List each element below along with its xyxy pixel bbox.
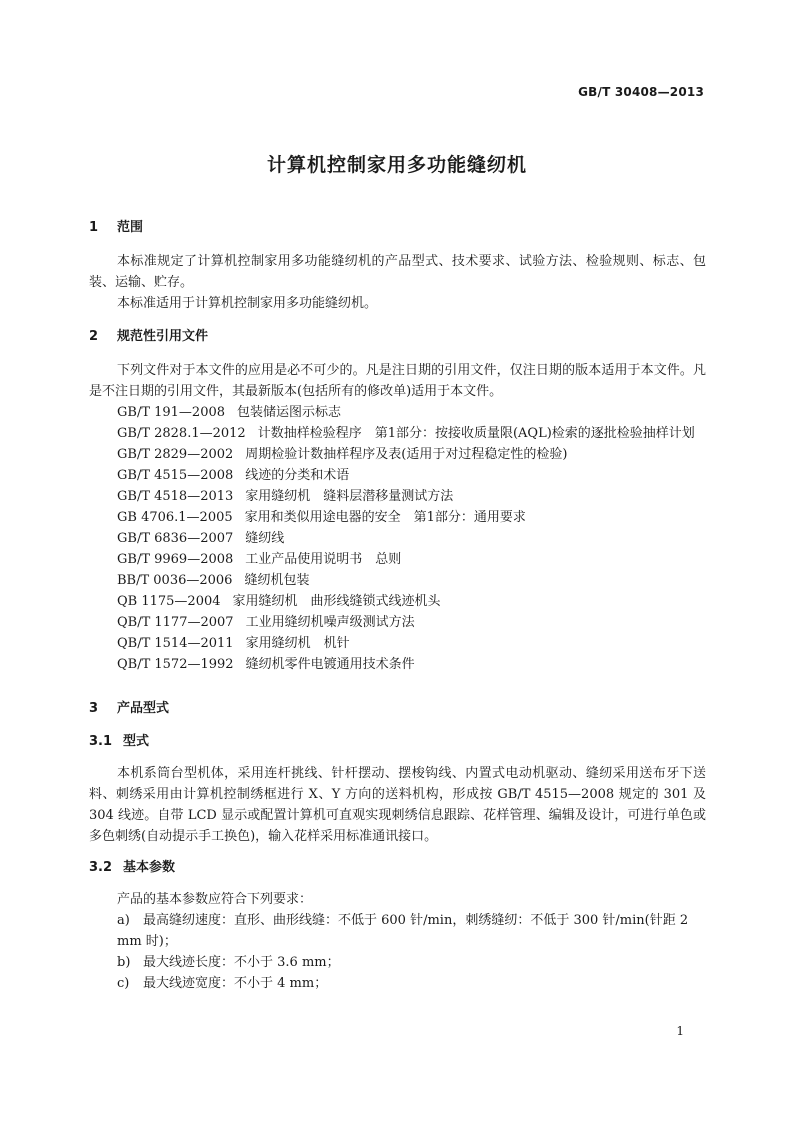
- reference-name: 工业产品使用说明书 总则: [245, 552, 402, 567]
- reference-item: [89, 486, 706, 507]
- paragraph: 本标准规定了计算机控制家用多功能缝纫机的产品型式、技术要求、试验方法、检验规则、标志、包装、运输、贮存。: [89, 254, 706, 290]
- subsection-number: 3.1: [89, 734, 113, 749]
- reference-name: 缝纫机零件电镀通用技术条件: [245, 657, 415, 672]
- reference-code: GB 4706.1—2005: [117, 510, 233, 525]
- reference-name: 周期检验计数抽样程序及表(适用于对过程稳定性的检验): [245, 447, 568, 462]
- list-item: [89, 952, 706, 973]
- reference-code: GB/T 9969—2008: [117, 552, 234, 567]
- list-marker: b): [117, 955, 131, 970]
- reference-item: [89, 549, 706, 570]
- reference-item: [89, 465, 706, 486]
- list-text: 最大线迹宽度：不小于 4 mm；: [143, 976, 328, 991]
- paragraph: 本机系筒台型机体，采用连杆挑线、针杆摆动、摆梭钩线、内置式电动机驱动、缝纫采用送布牙下送料、刺绣采用由计算机控制绣框进行 X、Y 方向的送料机构，形成按 GB/T 4515—2008 规定的 301 及 304 线迹。自带 LCD 显示或配置计算机可直观实现刺绣信息跟踪、花样管理、编辑及设计，可进行单色或多色刺绣(自动提示手工换色)，输入花样采用标准通讯接口。: [89, 766, 706, 844]
- section-2-heading: [89, 327, 706, 347]
- standard-code: GB/T 30408—2013: [578, 85, 704, 99]
- page-number: 1: [676, 1024, 684, 1038]
- list-text: 最高缝纫速度：直形、曲形线缝：不低于 600 针/min，刺绣缝纫：不低于 300 针/min(针距 2 mm 时)；: [117, 913, 689, 949]
- paragraph: 下列文件对于本文件的应用是必不可少的。凡是注日期的引用文件，仅注日期的版本适用于本文件。凡是不注日期的引用文件，其最新版本(包括所有的修改单)适用于本文件。: [89, 363, 706, 399]
- reference-name: 工业用缝纫机噪声级测试方法: [245, 615, 415, 630]
- list-item: [89, 910, 706, 952]
- reference-name: 线迹的分类和术语: [245, 468, 350, 483]
- reference-item: [89, 423, 706, 444]
- paragraph: 本标准适用于计算机控制家用多功能缝纫机。: [117, 296, 378, 311]
- reference-code: GB/T 2828.1—2012: [117, 426, 246, 441]
- subsection-title: 型式: [123, 734, 150, 749]
- section-number: 2: [89, 329, 99, 344]
- reference-item: [89, 612, 706, 633]
- reference-code: GB/T 2829—2002: [117, 447, 234, 462]
- list-marker: a): [117, 913, 130, 928]
- subsection-3-2-heading: [89, 858, 706, 878]
- subsection-3-1-heading: [89, 732, 706, 752]
- reference-item: [89, 507, 706, 528]
- reference-name: 家用缝纫机 曲形线缝锁式线迹机头: [232, 594, 441, 609]
- document-title: 计算机控制家用多功能缝纫机: [266, 154, 527, 176]
- reference-item: [89, 402, 706, 423]
- section-number: 1: [89, 220, 99, 235]
- section-3-heading: [89, 699, 706, 719]
- reference-item: [89, 570, 706, 591]
- subsection-number: 3.2: [89, 860, 113, 875]
- section-title: 范围: [117, 220, 144, 235]
- reference-code: QB/T 1514—2011: [117, 636, 234, 651]
- reference-name: 缝纫线: [245, 531, 285, 546]
- subsection-title: 基本参数: [123, 860, 176, 875]
- list-item: [89, 973, 706, 994]
- reference-item: [89, 633, 706, 654]
- reference-item: [89, 654, 706, 675]
- reference-code: BB/T 0036—2006: [117, 573, 233, 588]
- list-text: 最大线迹长度：不小于 3.6 mm；: [143, 955, 340, 970]
- reference-item: [89, 444, 706, 465]
- document-body: [89, 218, 706, 994]
- reference-name: 家用缝纫机 机针: [245, 636, 350, 651]
- reference-code: QB/T 1177—2007: [117, 615, 234, 630]
- paragraph: 产品的基本参数应符合下列要求：: [117, 892, 313, 907]
- reference-name: 计数抽样检验程序 第1部分：按接收质量限(AQL)检索的逐批检验抽样计划: [257, 426, 695, 441]
- reference-code: GB/T 4518—2013: [117, 489, 234, 504]
- section-title: 产品型式: [117, 701, 170, 716]
- reference-item: [89, 528, 706, 549]
- reference-code: GB/T 191—2008: [117, 405, 226, 420]
- list-marker: c): [117, 976, 130, 991]
- section-title: 规范性引用文件: [117, 329, 209, 344]
- section-number: 3: [89, 701, 99, 716]
- section-1-heading: [89, 218, 706, 238]
- reference-name: 家用缝纫机 缝料层潜移量测试方法: [245, 489, 454, 504]
- reference-item: [89, 591, 706, 612]
- reference-code: QB/T 1572—1992: [117, 657, 234, 672]
- reference-code: QB 1175—2004: [117, 594, 221, 609]
- reference-code: GB/T 4515—2008: [117, 468, 234, 483]
- reference-code: GB/T 6836—2007: [117, 531, 234, 546]
- reference-name: 缝纫机包装: [244, 573, 310, 588]
- reference-name: 家用和类似用途电器的安全 第1部分：通用要求: [244, 510, 526, 525]
- reference-name: 包装储运图示标志: [237, 405, 342, 420]
